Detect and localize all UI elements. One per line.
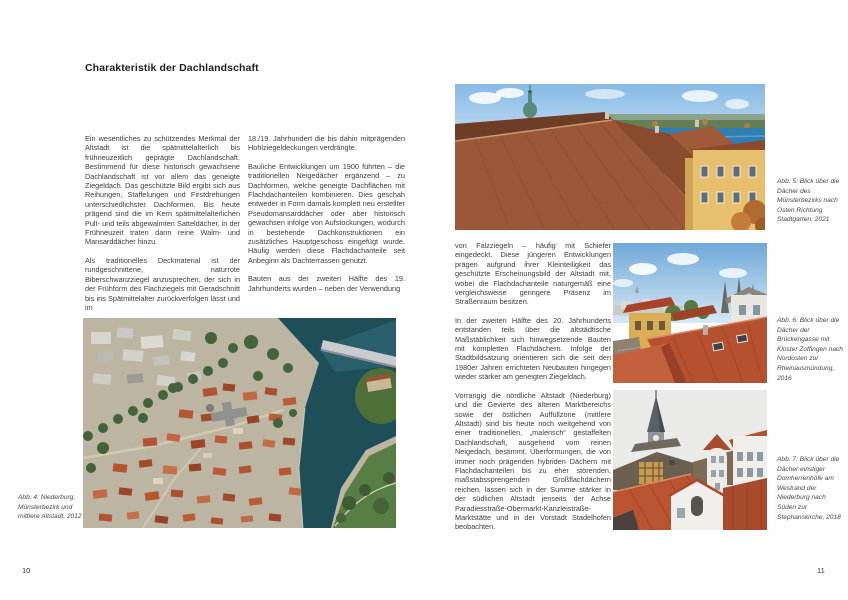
left-page-column-2 — [248, 134, 405, 302]
figure-6-roofscape-photo — [613, 243, 767, 383]
page-number-left: 10 — [22, 566, 31, 575]
figure-7-caption: Abb. 7: Blick über die Dächer einstiger Domherrenhöfe am Westrand der Niederburg nach Süden zur Stephanskirche, 2018 — [777, 456, 841, 521]
paragraph: Ein wesentliches zu schützendes Merkmal der Altstadt ist die spätmittelalterlich bis frühneuzeitlich geprägte Dachlandschaft. Bestimmend für diese historisch gewachsene Dachlandschaft ist vor allem das geneigte Ziegeldach. Das geschützte Bild ergibt sich aus Reihungen, Staffelungen und Firstdrehungen unterschiedlichster Dachformen. Bis heute prägend sind die im Kern spätmittelalterlichen Pult- und teils abgewalmten Satteldächer, in der Frühneuzeit traten dann reine Walm- und Mansarddächer hinzu. — [85, 134, 240, 247]
figure-4-aerial-photo — [83, 318, 396, 528]
figure-7-roofscape-photo — [613, 390, 767, 530]
paragraph: 18./19. Jahrhundert die bis dahin mitprägenden Hohlziegeldeckungen verdrängte. — [248, 134, 405, 153]
right-page-column — [455, 241, 611, 541]
section-heading: Charakteristik der Dachlandschaft — [85, 62, 259, 74]
paragraph: Bauten aus der zweiten Hälfte des 19. Jahrhunderts wurden – neben der Verwendung — [248, 274, 405, 293]
paragraph: Vorrangig die nördliche Altstadt (Niederburg) und die Gevierte des älteren Marktbereichs sowie der östlichen Auffüllzone (mittlere Altstadt) sind bis heute noch weitgehend von einer traditionellen, „malerisch“ gestaffelten Dachlandschaft, ausgehend vom reinen Neigedach, bestimmt. Überformungen, die von immer noch prägenden hybriden Dächern mit Flachdachanteilen bis zu eher störenden, maßstabssprengenden Großflachdächern reichen, lassen sich in der Summe stärker in der südlichen Altstadt jenseits der Achse Paradiesstraße-Obermarkt-Kanzleistraße-Marktstätte und in der Vorstadt Stadelhofen beobachten. — [455, 390, 611, 532]
figure-4-caption: Abb. 4: Niederburg, Münsterbezirk und mittlere Altstadt, 2012 — [18, 494, 82, 521]
paragraph: In der zweiten Hälfte des 20. Jahrhunderts entstanden teils über die altstädtische Maßstäblichkeit sich hinwegsetzende Bauten mit kompletten Flachdächern. Infolge der Stadtbildsatzung orientieren sich die seit den 1980er Jahren errichteten Neubauten hingegen wieder stärker am geneigten Ziegeldach. — [455, 315, 611, 382]
page-number-right: 11 — [817, 566, 825, 575]
left-page-column-1 — [85, 134, 240, 321]
paragraph: Als traditionelles Deckmaterial ist der rundgeschnittene, naturrote Biberschwanzziegel anzusprechen, der sich in der Frühform des Flachziegels mit Geradschnitt bis ins Spätmittelalter zurückverfolgen lässt und im — [85, 255, 240, 312]
paragraph: Bauliche Entwicklungen um 1900 führten – die traditionellen Neigedächer ergänzend – zu Dachformen, welche geneigte Dachflächen mit Flachdachanteilen kombinieren. Dies geschah entweder in Form damals komplett neu erstellter Pseudomansarddächer oder aber historisch gewachsen infolge von Aufstockungen, wodurch in bestehende Dachkonstruktionen ein zusätzliches Hauptgeschoss eingefügt wurde. Häufig werden diese Flachdachanteile seit Anbeginn als Dachterrassen genutzt. — [248, 161, 405, 265]
figure-5-caption: Abb. 5: Blick über die Dächer des Münsterbezirks nach Osten Richtung Stadtgarten, 2021 — [777, 178, 840, 224]
paragraph: von Falzziegeln – häufig mit Schiefer eingedeckt. Diese jüngeren Entwicklungen prägen aufgrund ihrer Kleinteiligkeit das geschützte Erscheinungsbild der Altstadt mit, wobei die Flachdachanteile naturgemäß eine vergleichsweise geringere Präsenz im Straßenraum besitzen. — [455, 241, 611, 307]
figure-5-roofscape-photo — [455, 84, 765, 230]
figure-6-caption: Abb. 6: Blick über die Dächer der Brückengasse mit Kloster Zoffingen nach Nordosten zur Rheinausmündung, 2016 — [777, 317, 843, 382]
